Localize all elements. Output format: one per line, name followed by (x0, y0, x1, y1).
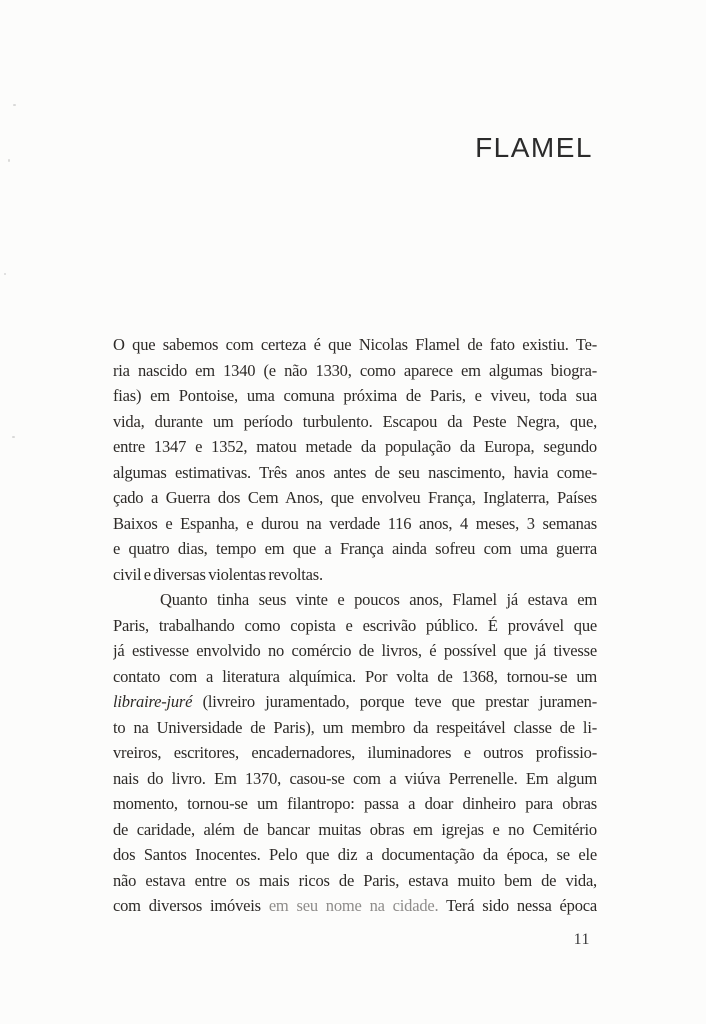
text-line (113, 766, 597, 792)
chapter-title: FLAMEL (475, 132, 593, 163)
scan-speck (13, 104, 16, 106)
text-line (113, 358, 597, 384)
text-segment: fias) em Pontoise, uma comuna próxima de Paris, e viveu, toda sua (113, 386, 597, 405)
text-segment: já estivesse envolvido no comércio de livros, é possível que já tivesse (113, 641, 597, 660)
text-segment: Baixos e Espanha, e durou na verdade 116 anos, 4 meses, 3 semanas (113, 513, 597, 533)
text-line (113, 409, 597, 435)
text-line (113, 689, 597, 715)
text-segment: entre 1347 e 1352, matou metade da população da Europa, segundo (113, 437, 597, 456)
text-line (113, 868, 597, 894)
text-line (113, 587, 597, 613)
text-segment: Quanto tinha seus vinte e poucos anos, Flamel já estava em (160, 590, 597, 609)
text-segment: em seu nome na cidade. (268, 896, 439, 915)
text-line (113, 638, 597, 664)
text-line (113, 383, 597, 409)
scan-speck (8, 159, 10, 162)
text-segment: algumas estimativas. Três anos antes de seu nascimento, havia come- (113, 462, 597, 482)
text-line (113, 332, 597, 358)
text-segment: com diversos imóveis (113, 896, 269, 915)
text-line (113, 817, 597, 843)
text-segment: çado a Guerra dos Cem Anos, que envolveu França, Inglaterra, Países (113, 488, 597, 507)
body-text (113, 332, 597, 919)
page-number: 11 (573, 931, 590, 948)
text-segment: de caridade, além de bancar muitas obras em igrejas e no Cemitério (113, 819, 597, 839)
text-segment: civil e diversas violentas revoltas. (113, 564, 323, 584)
text-segment: O que sabemos com certeza é que Nicolas Flamel de fato existiu. Te- (113, 335, 597, 354)
text-line (113, 893, 597, 919)
text-line (113, 536, 597, 562)
text-segment: momento, tornou-se um filantropo: passa a doar dinheiro para obras (113, 794, 597, 813)
text-line (113, 460, 597, 486)
italic-text-segment: libraire-juré (113, 692, 193, 711)
text-segment: vida, durante um período turbulento. Escapou da Peste Negra, que, (113, 411, 597, 431)
text-line (113, 715, 597, 741)
text-segment: e quatro dias, tempo em que a França ainda sofreu com uma guerra (113, 539, 597, 558)
text-segment: Terá sido nessa época (438, 896, 597, 915)
text-segment: vreiros, escritores, encadernadores, iluminadores e outros profissio- (113, 743, 597, 762)
text-segment: nais do livro. Em 1370, casou-se com a viúva Perrenelle. Em algum (113, 768, 597, 788)
text-segment: to na Universidade de Paris), um membro da respeitável classe de li- (113, 717, 597, 737)
text-line (113, 434, 597, 460)
text-segment: (livreiro juramentado, porque teve que prestar juramen- (192, 692, 597, 711)
text-line (113, 791, 597, 817)
scan-speck (12, 436, 15, 438)
scan-speck (4, 273, 6, 275)
text-line (113, 562, 597, 588)
text-line (113, 740, 597, 766)
text-segment: dos Santos Inocentes. Pelo que diz a documentação da época, se ele (113, 845, 597, 864)
text-line (113, 511, 597, 537)
text-segment: Paris, trabalhando como copista e escrivão público. É provável que (113, 615, 597, 635)
text-segment: não estava entre os mais ricos de Paris, estava muito bem de vida, (113, 870, 597, 890)
text-line (113, 842, 597, 868)
text-segment: ria nascido em 1340 (e não 1330, como aparece em algumas biogra- (113, 360, 597, 380)
text-line (113, 485, 597, 511)
text-segment: contato com a literatura alquímica. Por volta de 1368, tornou-se um (113, 666, 597, 686)
text-line (113, 664, 597, 690)
text-line (113, 613, 597, 639)
